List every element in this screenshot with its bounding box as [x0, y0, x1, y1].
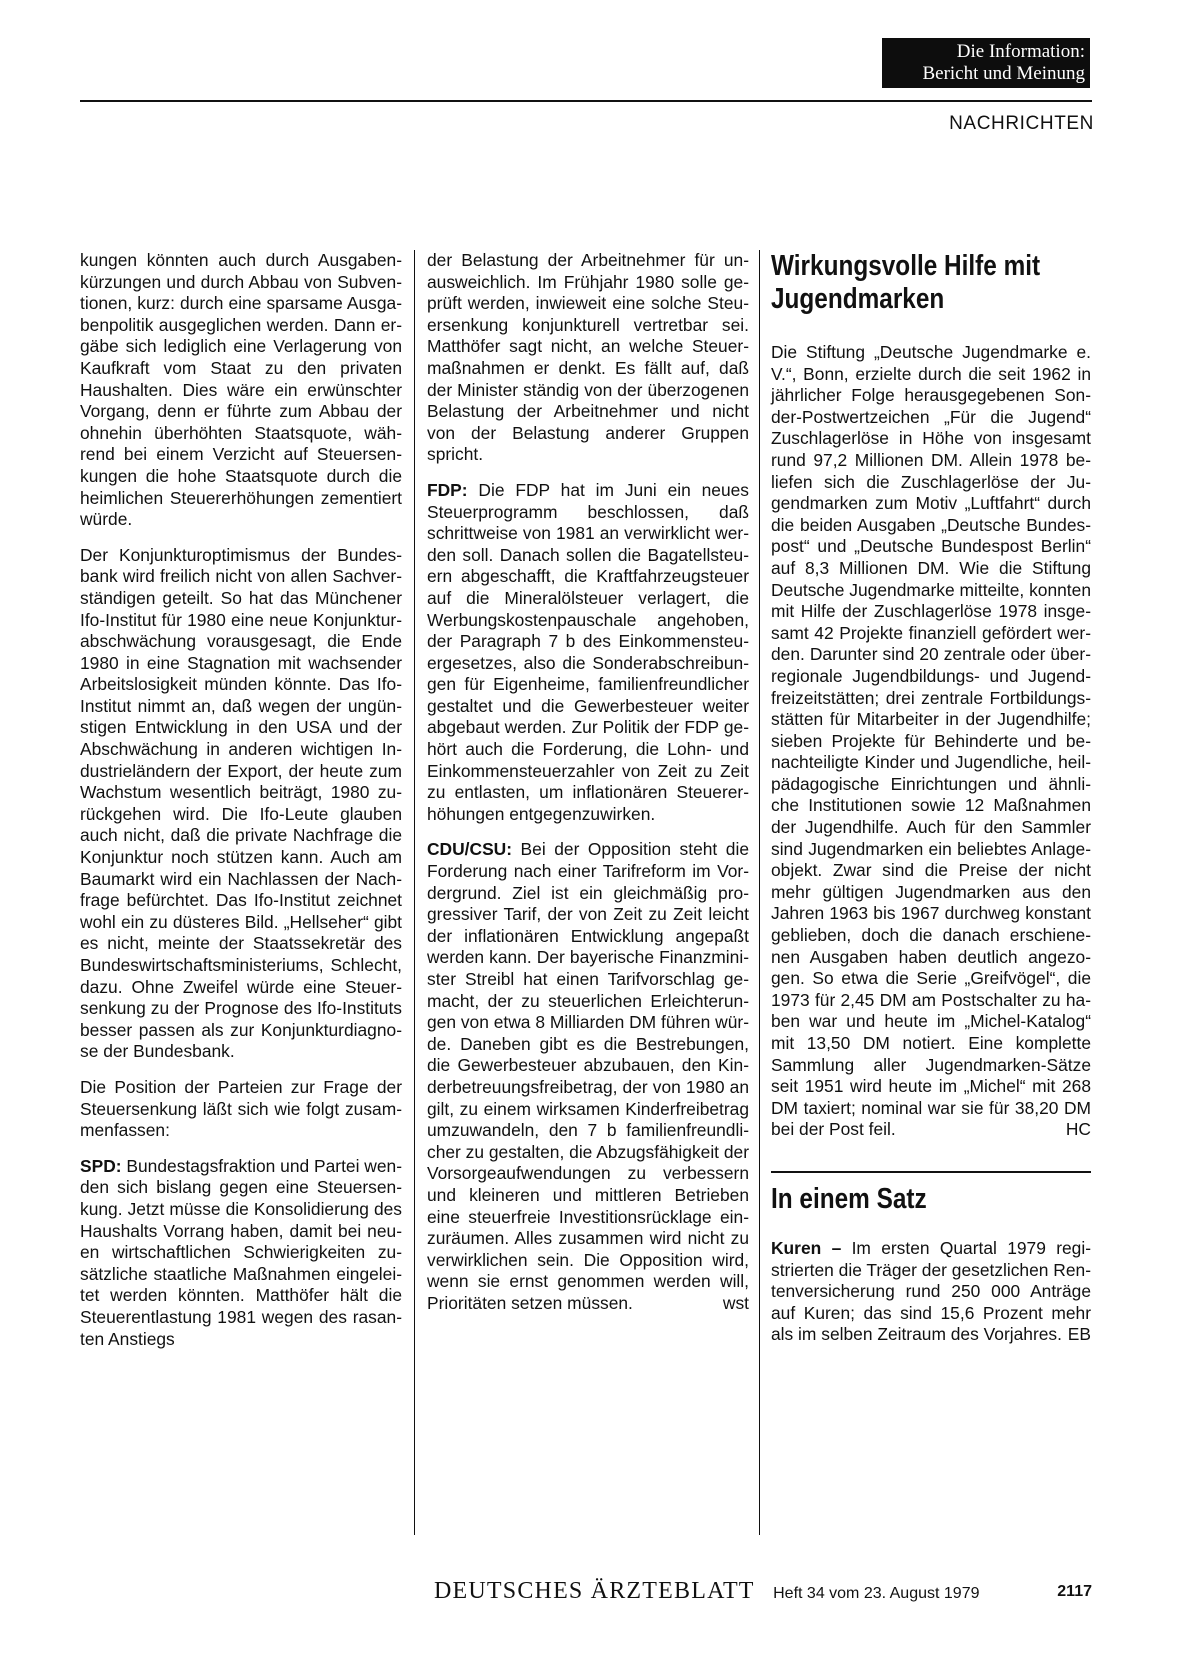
rubric-line-1: Die Information:	[956, 41, 1085, 62]
article-column-2	[427, 250, 749, 1315]
headline-jugendmarken: Wirkungsvolle Hilfe mit Jugendmarken	[771, 250, 1041, 315]
section-separator	[771, 1171, 1091, 1173]
column-rule-1	[414, 250, 415, 1535]
run-in-label: SPD:	[80, 1155, 122, 1176]
paragraph-text: Bei der Opposition steht die Forderung nach einer Tarifreform im Vordergrund. Ziel ist ein gleichmäßig progressiver Tarif, der von Zeit zu Zeit leicht der inflationären Entwicklung angepaßt werden kann. Der bayerische Finanzminister Streibl hat einen Tarifvorschlag gemacht, der zu steuerlichen Erleichterungen von etwa 8 Milliarden DM führen würde. Daneben gibt es die Bestrebungen, die Gewerbesteuer abzubauen, den Kinderbetreuungsfreibetrag, der von 1980 an gilt, zu einem wirksamen Kinderfreibetrag umzuwandeln, den 7 b familienfreundlicher zu gestalten, die Abzugsfähigkeit der Vorsorgeaufwendungen zu verbessern und kleineren und mittleren Betrieben eine steuerfreie Investitionsrücklage einzuräumen. Alles zusammen wird nicht zu verwirklichen sein. Die Opposition wird, wenn sie ernst genommen werden will, Prioritäten setzen müssen.	[427, 839, 749, 1313]
paragraph-cdu-csu	[427, 839, 749, 1314]
headline-in-einem-satz: In einem Satz	[771, 1182, 927, 1215]
issue-info: Heft 34 vom 23. August 1979	[773, 1585, 980, 1602]
paragraph: Die Position der Parteien zur Frage der Steuersenkung läßt sich wie folgt zusammenfassen:	[80, 1076, 402, 1141]
journal-name: DEUTSCHES ÄRZTEBLATT	[434, 1578, 755, 1604]
paragraph: Der Konjunkturoptimismus der Bundesbank wird freilich nicht von allen Sachverständigen geteilt. So hat das Münchener Ifo-Institut für 1980 eine neue Konjunkturabschwächung vorausgesagt, die Ende 1980 in eine Stagnation mit wachsender Arbeitslosigkeit münden könnte. Das Ifo-Institut nimmt an, daß wegen der ungünstigen Entwicklung in den USA und der Abschwächung in anderen wichtigen Industrieländern der Export, der heute zum Wachstum wesentlich beiträgt, 1980 zurückgehen wird. Die Ifo-Leute glauben auch nicht, daß die private Nachfrage die Konjunktur noch stützen kann. Auch am Baumarkt wird ein Nachlassen der Nachfrage befürchtet. Das Ifo-Institut zeichnet wohl ein zu düsteres Bild. „Hellseher“ gibt es nicht, meinte der Staatssekretär des Bundeswirtschaftsministeriums, Schlecht, dazu. Ohne Zweifel würde eine Steuersenkung zu der Prognose des Ifo-Instituts besser passen als zur Konjunkturdiagnose der Bundesbank.	[80, 544, 402, 1062]
paragraph-spd	[80, 1156, 402, 1350]
author-initials: HC	[1065, 1119, 1091, 1140]
rubric-line-2: Bericht und Meinung	[922, 63, 1085, 84]
column-rule-2	[759, 250, 760, 1535]
paragraph-kuren	[771, 1238, 1091, 1346]
author-initials: wst	[722, 1292, 749, 1313]
rubric-badge	[882, 38, 1090, 88]
section-label: NACHRICHTEN	[949, 113, 1094, 134]
run-in-label: CDU/CSU:	[427, 839, 513, 860]
paragraph: kungen könnten auch durch Ausgabenkürzungen und durch Abbau von Subventionen, kurz: durch eine sparsame Ausgabenpolitik ausgeglichen werden. Dann ergäbe sich lediglich eine Verlagerung von Kaufkraft vom Staat zu den privaten Haushalten. Dies wäre ein erwünschter Vorgang, denn er führte zum Abbau der ohnehin überhöhten Staatsquote, während bei einem Verzicht auf Steuersenkungen die hohe Staatsquote durch die heimlichen Steuererhöhungen zementiert würde.	[80, 250, 402, 530]
paragraph-text: Die Stiftung „Deutsche Jugendmarke e. V.“, Bonn, erzielte durch die seit 1962 in jährlicher Folge herausgegebenen Sonder-Postwertzeichen „Für die Jugend“ Zuschlagerlöse in Höhe von insgesamt rund 97,2 Millionen DM. Allein 1978 beliefen sich die Zuschlagerlöse der Jugendmarken zum Motiv „Luftfahrt“ durch die beiden Ausgaben „Deutsche Bundespost“ und „Deutsche Bundespost Berlin“ auf 8,3 Millionen DM. Wie die Stiftung Deutsche Jugendmarke mitteilte, konnten mit Hilfe der Zuschlagerlöse 1978 insgesamt 42 Projekte finanziell gefördert werden. Darunter sind 20 zentrale oder überregionale Jugendbildungs- und Jugendfreizeitstätten; drei zentrale Fortbildungsstätten für Mitarbeiter in der Jugendhilfe; sieben Projekte für Behinderte und benachteiligte Kinder und Jugendliche, heilpädagogische Einrichtungen und ähnliche Institutionen sowie 12 Maßnahmen der Jugendhilfe. Auch für den Sammler sind Jugendmarken ein beliebtes Anlageobjekt. Zwar sind die Preise der nicht mehr gültigen Jugendmarken aus den Jahren 1963 bis 1967 durchweg konstant geblieben, doch die danach erschienenen Ausgaben haben deutlich angezogen. So etwa die Serie „Greifvögel“, die 1973 für 2,45 DM am Postschalter zu haben war und heute im „Michel-Katalog“ mit 13,50 DM notiert. Eine komplette Sammlung aller Jugendmarken-Sätze seit 1951 wird heute im „Michel“ mit 268 DM taxiert; nominal war sie für 38,20 DM bei der Post feil.	[771, 342, 1091, 1140]
paragraph	[771, 342, 1091, 1141]
page-number: 2117	[1057, 1583, 1092, 1600]
run-in-label: Kuren –	[771, 1237, 842, 1258]
author-initials: EB	[1067, 1324, 1091, 1345]
paragraph-fdp	[427, 480, 749, 826]
header-rule	[80, 100, 1092, 102]
paragraph-text: Die FDP hat im Juni ein neues Steuerprogramm beschlossen, daß schrittweise von 1981 an verwirklicht werden soll. Danach sollen die Bagatellsteuern abgeschafft, die Kraftfahrzeugsteuer auf die Mineralölsteuer verlagert, die Werbungskostenpauschale angehoben, der Paragraph 7 b des Einkommensteuergesetzes, also die Sonderabschreibungen für Eigenheime, familienfreundlicher gestaltet und die Gewerbesteuer weiter abgebaut werden. Zur Politik der FDP gehört auch die Forderung, die Lohn- und Einkommensteuerzahler von Zeit zu Zeit zu entlasten, um inflationären Steuererhöhungen entgegenzuwirken.	[427, 479, 749, 824]
paragraph-text: Bundestagsfraktion und Partei wenden sich bislang gegen eine Steuersenkung. Jetzt müsse die Konsolidierung des Haushalts Vorrang haben, damit bei neuen wirtschaftlichen Schwierigkeiten zusätzliche staatliche Maßnahmen eingeleitet werden könnten. Matthöfer hält die Steuerentlastung 1981 wegen des rasanten Anstiegs	[80, 1155, 402, 1349]
news-column	[771, 250, 1091, 1346]
article-column-1	[80, 250, 402, 1350]
run-in-label: FDP:	[427, 479, 468, 500]
page-footer	[434, 1578, 1092, 1608]
paragraph-text: Im ersten Quartal 1979 registrierten die Träger der gesetzlichen Rentenversicherung rund 250 000 Anträge auf Kuren; das sind 15,6 Prozent mehr als im selben Zeitraum des Vorjahres.	[771, 1237, 1092, 1345]
paragraph: der Belastung der Arbeitnehmer für unausweichlich. Im Frühjahr 1980 solle geprüft werden, inwieweit eine solche Steuersenkung konjunkturell vertretbar sei. Matthöfer sagt nicht, an welche Steuermaßnahmen er denkt. Es fällt auf, daß der Minister ständig von der überzogenen Belastung der Arbeitnehmer und nicht von der Belastung anderer Gruppen spricht.	[427, 250, 749, 465]
